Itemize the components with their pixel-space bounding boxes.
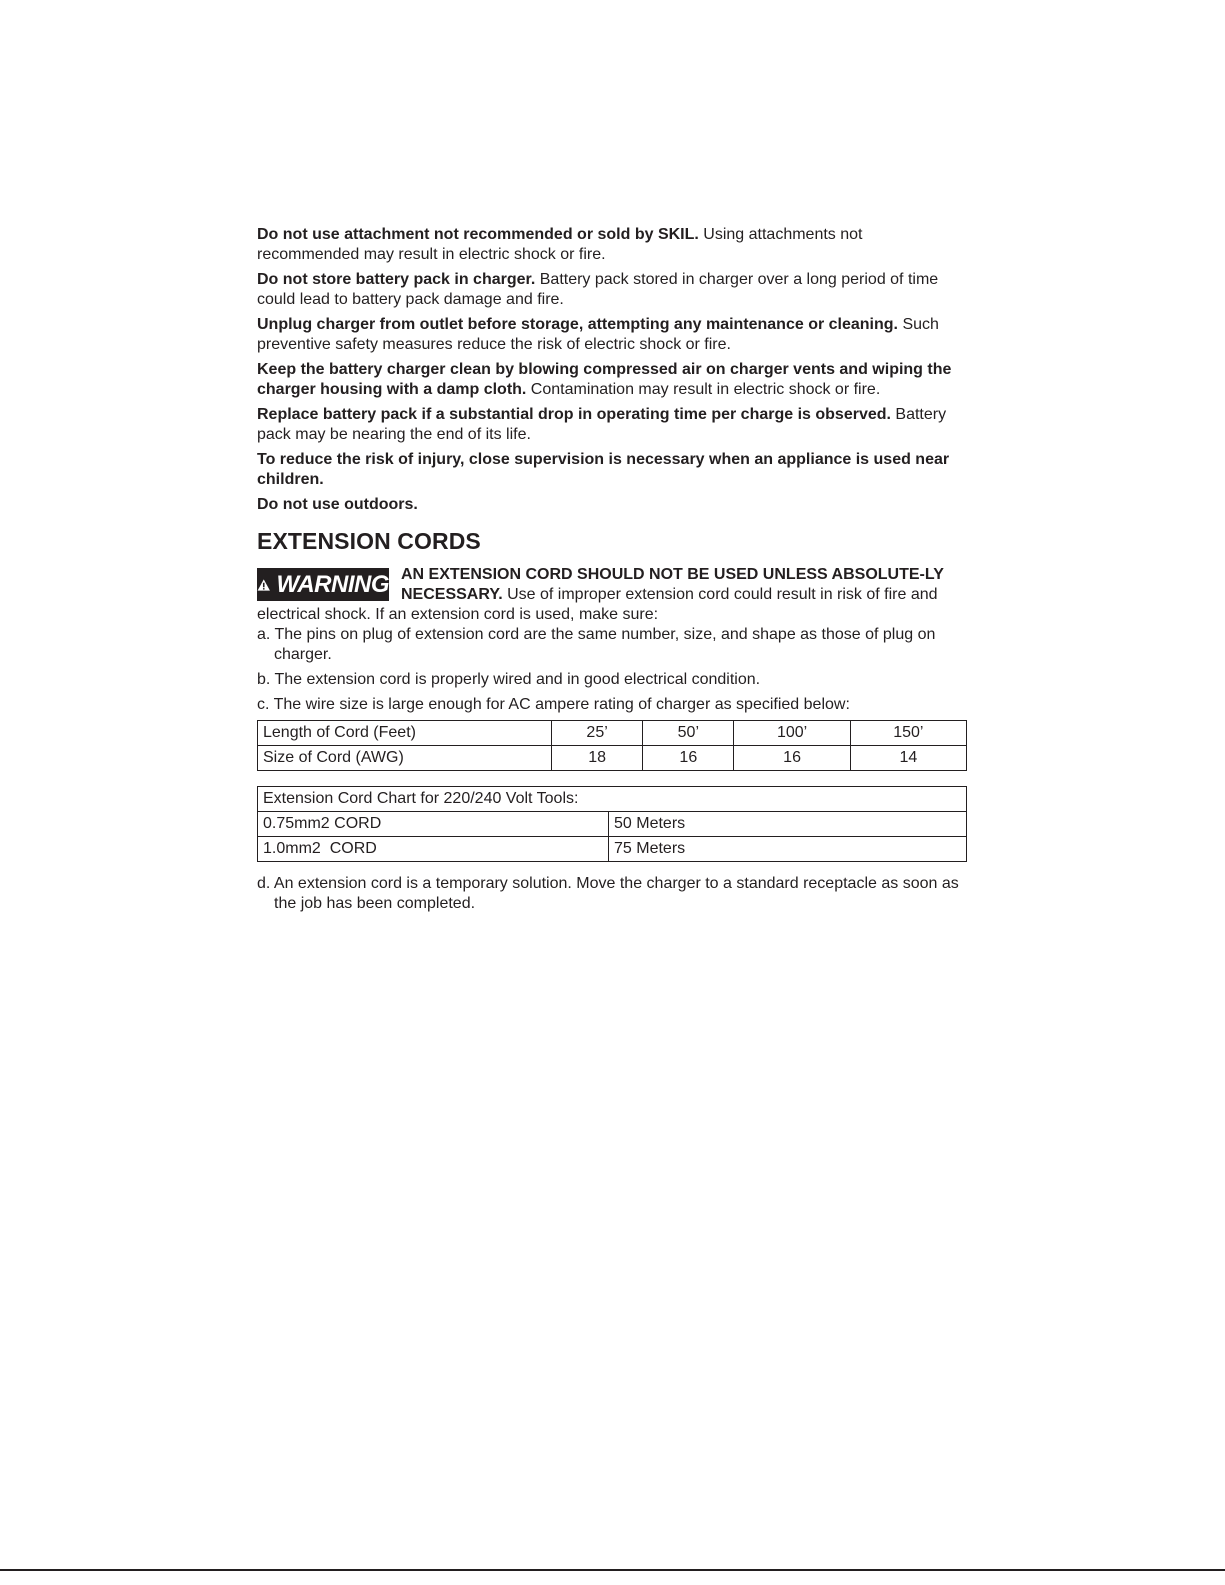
list-item-b: b. The extension cord is properly wired and in good electrical condition.	[257, 671, 761, 688]
safety-rule-text: Contamination may result in electric shock or fire.	[526, 381, 881, 398]
cord-chart-220-240v	[257, 786, 967, 862]
warning-bold-text: AN EXTENSION CORD SHOULD NOT BE USED UNLESS ABSOLUTE-LY NECESSARY.	[401, 566, 944, 603]
table-row	[258, 721, 967, 746]
safety-rule-bold: Unplug charger from outlet before storage, attempting any maintenance or cleaning.	[257, 316, 898, 333]
table-cell: 75 Meters	[609, 837, 967, 862]
warning-label: WARNING	[276, 571, 389, 598]
safety-rule-unplug	[257, 315, 967, 355]
safety-rule-replace-battery	[257, 405, 967, 445]
safety-rule-storage	[257, 270, 967, 310]
cord-size-table	[257, 720, 967, 771]
safety-rule-bold: Do not store battery pack in charger.	[257, 271, 536, 288]
table-cell: 50’	[643, 721, 734, 746]
safety-rule-bold: To reduce the risk of injury, close supervision is necessary when an appliance is used near children.	[257, 451, 950, 488]
safety-rule-bold: Keep the battery charger clean by blowing compressed air on charger vents and wiping the charger housing with a damp cloth.	[257, 361, 952, 398]
page-bottom-rule	[0, 1569, 1225, 1571]
table-row-label: Size of Cord (AWG)	[258, 746, 552, 771]
table-row	[258, 787, 967, 812]
list-item-d: d. An extension cord is a temporary solution. Move the charger to a standard receptacle as soon as the job has been completed.	[257, 875, 959, 912]
safety-rule-cleaning	[257, 360, 967, 400]
manual-page-content	[257, 225, 967, 919]
table-cell: 150’	[850, 721, 966, 746]
safety-rule-text: Such preventive safety measures reduce the risk of electric shock or fire.	[257, 316, 939, 353]
table-row	[258, 812, 967, 837]
table-cell: 25’	[552, 721, 643, 746]
safety-rule-bold: Do not use outdoors.	[257, 496, 418, 513]
safety-rule-text: Battery pack may be nearing the end of its life.	[257, 406, 947, 443]
table-cell: 16	[734, 746, 850, 771]
safety-rule-text: Using attachments not recommended may result in electric shock or fire.	[257, 226, 863, 263]
table-cell: 50 Meters	[609, 812, 967, 837]
warning-badge	[257, 568, 389, 601]
table-title: Extension Cord Chart for 220/240 Volt Tools:	[258, 787, 967, 812]
table-cell: 18	[552, 746, 643, 771]
safety-rule-bold: Do not use attachment not recommended or sold by SKIL.	[257, 226, 699, 243]
table-row-label: Length of Cord (Feet)	[258, 721, 552, 746]
table-row	[258, 837, 967, 862]
table-cell: 100’	[734, 721, 850, 746]
list-item-a: a. The pins on plug of extension cord are the same number, size, and shape as those of plug on charger.	[257, 626, 936, 663]
table-cell: 16	[643, 746, 734, 771]
section-heading: EXTENSION CORDS	[257, 528, 481, 554]
safety-rule-bold: Replace battery pack if a substantial drop in operating time per charge is observed.	[257, 406, 891, 423]
safety-rule-text: Battery pack stored in charger over a long period of time could lead to battery pack damage and fire.	[257, 271, 939, 308]
table-row	[258, 746, 967, 771]
warning-statement	[257, 565, 967, 625]
safety-rule-attachments	[257, 225, 967, 265]
safety-rule-children	[257, 450, 967, 490]
safety-rule-outdoors	[257, 495, 967, 515]
table-cell: 1.0mm2 CORD	[258, 837, 609, 862]
warning-body-text: Use of improper extension cord could result in risk of fire and electrical shock. If an extension cord is used, make sure:	[257, 586, 938, 623]
table-cell: 14	[850, 746, 966, 771]
warning-triangle-icon	[257, 574, 271, 596]
list-item-c: c. The wire size is large enough for AC ampere rating of charger as specified below:	[257, 696, 850, 713]
table-cell: 0.75mm2 CORD	[258, 812, 609, 837]
